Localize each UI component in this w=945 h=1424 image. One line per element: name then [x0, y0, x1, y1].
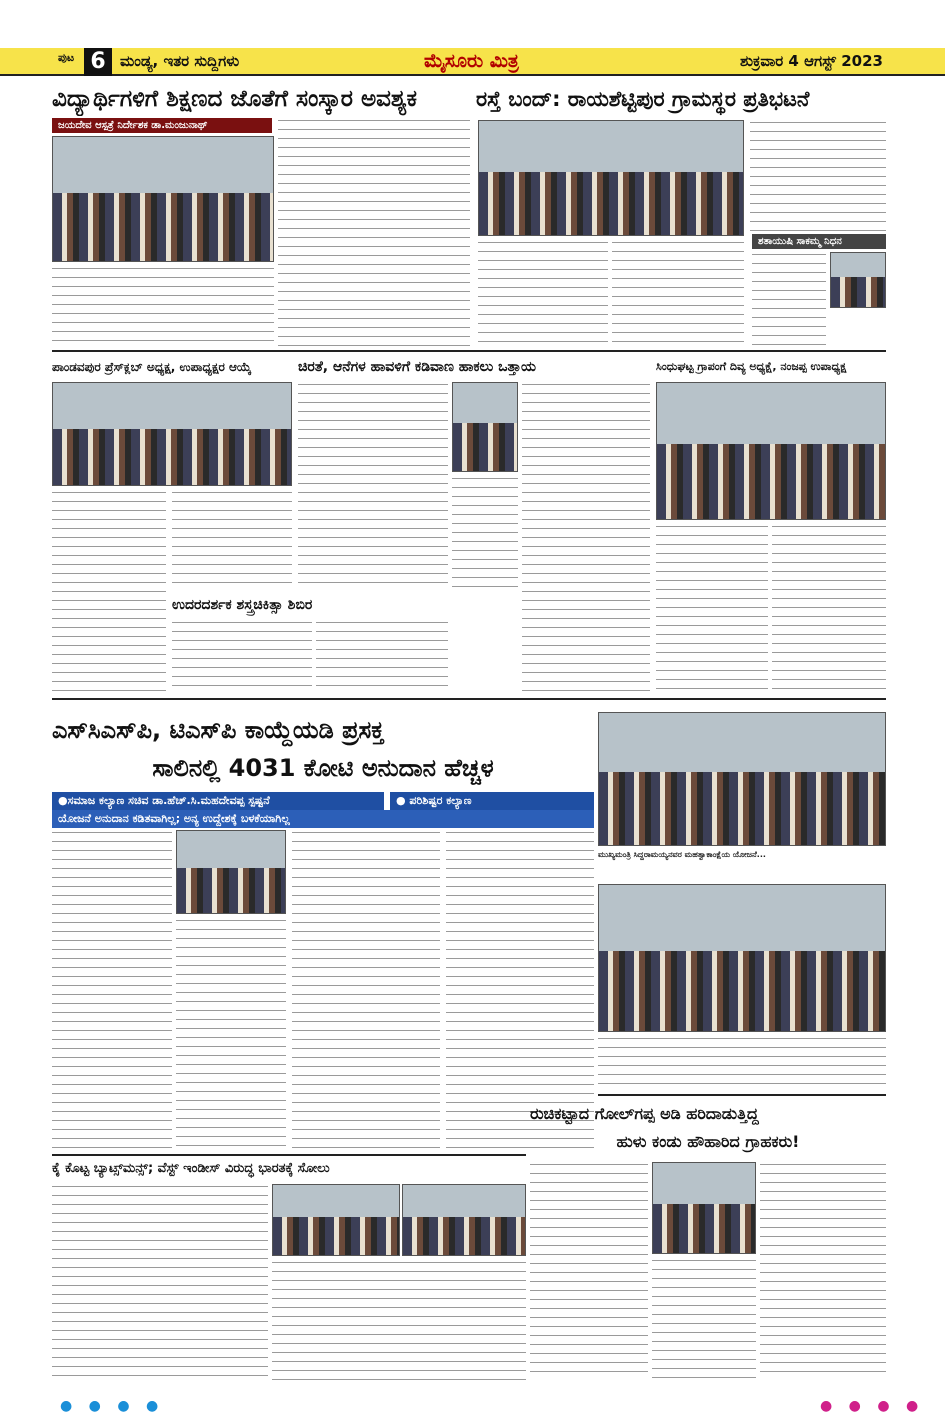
body-scsp-3: [292, 830, 440, 1150]
body-education-2: [278, 118, 470, 348]
body-scsp-1: [52, 830, 172, 1150]
issue-date: ಶುಕ್ರವಾರ 4 ಆಗಸ್ಟ್ 2023: [739, 52, 883, 70]
body-golgappa-1: [530, 1162, 648, 1380]
photo-sindhughatta: [656, 382, 886, 520]
body-road-block-2: [612, 240, 744, 348]
body-cricket-2: [272, 1260, 526, 1380]
newspaper-logo: ಮೈಸೂರು ಮಿತ್ರ: [424, 50, 519, 72]
headline-golgappa-line2: ಹುಳು ಕಂಡು ಹೌಹಾರಿದ ಗ್ರಾಹಕರು!: [616, 1132, 800, 1151]
body-golgappa-2: [652, 1258, 756, 1380]
page-number: 6: [84, 48, 112, 76]
body-road-block-3: [750, 120, 886, 232]
photo-golgappa: [652, 1162, 756, 1254]
body-leopard-3: [522, 382, 650, 694]
caption-school-event: ಮುಖ್ಯಮಂತ್ರಿ ಸಿದ್ದರಾಮಯ್ಯನವರ ಮಹತ್ವಾಕಾಂಕ್ಷೆಯ ಯೋಜನೆ...: [598, 850, 766, 859]
caption-school-ceremony: [598, 1036, 886, 1090]
body-surgery-1: [172, 620, 312, 694]
body-pandavapura-2: [172, 490, 292, 590]
photo-cricket-player-2: [402, 1184, 526, 1256]
body-pandavapura-1: [52, 490, 166, 694]
headline-scsp-line1: ಎಸ್‌ಸಿಎಸ್‌ಪಿ, ಟಿಎಸ್‌ಪಿ ಕಾಯ್ದೆಯಡಿ ಪ್ರಸಕ್ತ: [52, 716, 385, 744]
body-obituary: [752, 252, 826, 348]
divider-golgappa: [598, 1094, 886, 1096]
sub-scsp-line2: ಯೋಜನೆ ಅನುದಾನ ಕಡಿತವಾಗಿಲ್ಲ; ಅನ್ಯ ಉದ್ದೇಶಕ್ಕೆ ಬಳಕೆಯಾಗಿಲ್ಲ: [52, 810, 594, 828]
headline-sindhughatta: ಸಿಂಧುಘಟ್ಟ ಗ್ರಾಪಂಗೆ ದಿವ್ಯ ಅಧ್ಯಕ್ಷೆ, ನಂಜಪ್ಪ ಉಪಾಧ್ಯಕ್ಷ: [656, 360, 847, 373]
photo-leopard-person: [452, 382, 518, 472]
body-education-1: [52, 266, 274, 348]
headline-golgappa-line1: ರುಚಿಕಟ್ಟಾದ ಗೋಲ್‌ಗಪ್ಪ ಅಡಿ ಹರಿದಾಡುತ್ತಿದ್ದ: [530, 1104, 759, 1123]
sub-scsp-left: ●ಸಮಾಜ ಕಲ್ಯಾಣ ಸಚಿವ ಡಾ.ಹೆಚ್.ಸಿ.ಮಹದೇವಪ್ಪ ಸ್ಪಷ್ಟನೆ: [52, 792, 384, 810]
body-cricket-1: [52, 1184, 268, 1380]
section-title: ಮಂಡ್ಯ, ಇತರ ಸುದ್ದಿಗಳು: [120, 52, 240, 70]
divider-row-2: [52, 698, 886, 700]
body-golgappa-3: [760, 1162, 886, 1380]
registration-marks-left: ● ● ● ●: [60, 1398, 165, 1414]
page-prefix: ಪುಟ: [58, 51, 75, 64]
headline-cricket: ಕೈ ಕೊಟ್ಟ ಬ್ಯಾಟ್ಸ್‌ಮನ್ಸ್; ವೆಸ್ಟ್ ಇಂಡೀಸ್ ವಿರುದ್ಧ ಭಾರತಕ್ಕೆ ಸೋಲು: [52, 1161, 330, 1176]
photo-pandavapura: [52, 382, 292, 486]
headline-road-block: ರಸ್ತೆ ಬಂದ್: ರಾಯಶೆಟ್ಟಿಪುರ ಗ್ರಾಮಸ್ಥರ ಪ್ರತಿಭಟನೆ: [476, 87, 810, 111]
photo-education-event: [52, 136, 274, 262]
headline-pandavapura: ಪಾಂಡವಪುರ ಪ್ರೆಸ್‌ಕ್ಲಬ್ ಅಧ್ಯಕ್ಷ, ಉಪಾಧ್ಯಕ್ಷರ ಆಯ್ಕೆ: [52, 360, 252, 374]
sub-scsp-right: ● ಪರಿಶಿಷ್ಟರ ಕಲ್ಯಾಣ: [390, 792, 594, 810]
kicker-education: ಜಯದೇವ ಆಸ್ಪತ್ರೆ ನಿರ್ದೇಶಕ ಡಾ.ಮಂಜುನಾಥ್: [52, 118, 272, 133]
photo-obituary: [830, 252, 886, 308]
body-leopard-1: [298, 382, 448, 588]
photo-minister: [176, 830, 286, 914]
masthead: [0, 48, 945, 76]
photo-cricket-player-1: [272, 1184, 400, 1256]
photo-protest: [478, 120, 744, 236]
body-leopard-2: [452, 476, 518, 588]
registration-marks-right: ● ● ● ●: [820, 1398, 925, 1414]
divider-row-1: [52, 350, 886, 352]
headline-surgery-camp: ಉದರದರ್ಶಕ ಶಸ್ತ್ರಚಿಕಿತ್ಸಾ ಶಿಬಿರ: [172, 597, 313, 613]
body-road-block-1: [478, 240, 608, 348]
headline-scsp-line2: ಸಾಲಿನಲ್ಲಿ 4031 ಕೋಟಿ ಅನುದಾನ ಹೆಚ್ಚಳ: [152, 754, 494, 782]
divider-cricket: [52, 1154, 526, 1156]
body-sindhughatta-1: [656, 524, 768, 694]
headline-education: ವಿದ್ಯಾರ್ಥಿಗಳಿಗೆ ಶಿಕ್ಷಣದ ಜೊತೆಗೆ ಸಂಸ್ಕಾರ ಅವಶ್ಯಕ: [52, 86, 418, 112]
headline-obituary: ಶತಾಯುಷಿ ಸಾಕಮ್ಮ ನಿಧನ: [752, 234, 886, 249]
body-scsp-2: [176, 918, 286, 1150]
body-sindhughatta-2: [772, 524, 886, 694]
headline-leopard: ಚಿರತೆ, ಆನೆಗಳ ಹಾವಳಿಗೆ ಕಡಿವಾಣ ಹಾಕಲು ಒತ್ತಾಯ: [298, 359, 537, 375]
photo-school-children: [598, 712, 886, 846]
photo-school-ceremony: [598, 884, 886, 1032]
body-surgery-2: [316, 620, 448, 694]
